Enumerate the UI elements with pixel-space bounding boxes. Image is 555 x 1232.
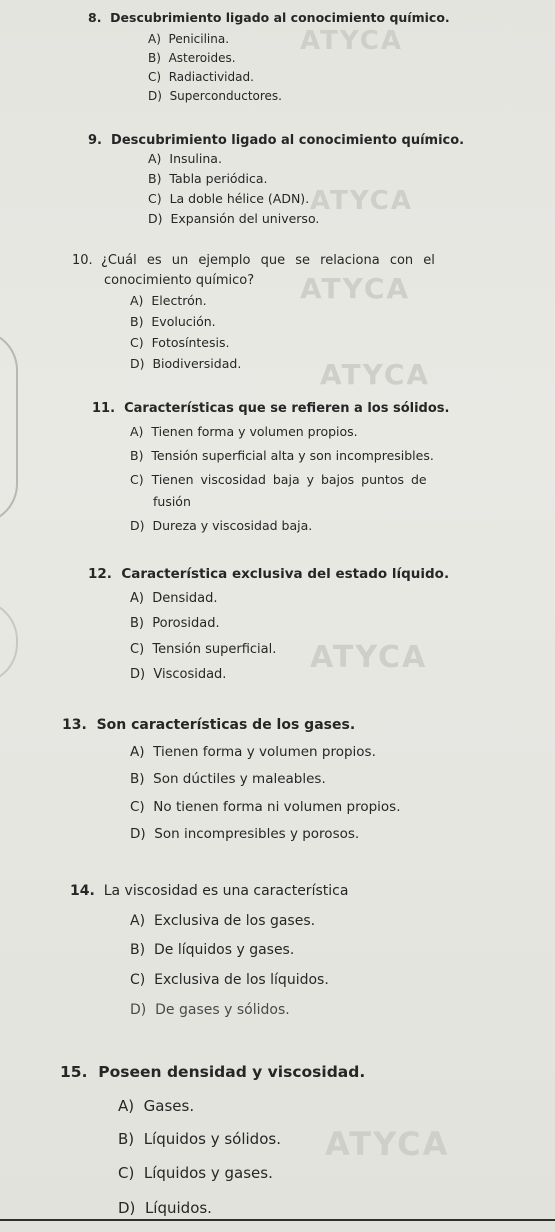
option-text: Líquidos. xyxy=(144,1199,212,1217)
option-letter: B) xyxy=(148,51,161,65)
option-text: Porosidad. xyxy=(152,616,220,631)
option-b[interactable] xyxy=(118,1130,281,1148)
page-bottom-line xyxy=(0,1219,555,1221)
question-title xyxy=(60,1063,365,1081)
option-letter: D) xyxy=(130,1002,147,1018)
option-b[interactable] xyxy=(148,171,267,186)
option-text: La doble hélice (ADN). xyxy=(169,191,310,206)
option-letter: A) xyxy=(148,32,161,46)
option-letter: B) xyxy=(130,448,144,463)
option-c[interactable] xyxy=(130,972,329,988)
option-letter: A) xyxy=(130,744,145,760)
option-d[interactable] xyxy=(130,667,226,682)
question-text: Descubrimiento ligado al conocimiento químico. xyxy=(111,133,465,148)
option-text: Asteroides. xyxy=(168,51,236,65)
question-text: Características que se refieren a los sólidos. xyxy=(124,401,450,416)
option-text: Tensión superficial. xyxy=(152,642,277,657)
option-letter: A) xyxy=(130,293,144,308)
option-text: Tienen forma y volumen propios. xyxy=(151,424,358,439)
question-text: La viscosidad es una característica xyxy=(103,883,349,899)
option-text: Superconductores. xyxy=(169,89,282,103)
option-letter: A) xyxy=(130,424,144,439)
question-text: conocimiento químico? xyxy=(104,273,255,288)
question-number: 8. xyxy=(88,10,102,25)
watermark: ATYCA xyxy=(320,358,431,391)
option-letter: C) xyxy=(130,642,145,657)
option-letter: A) xyxy=(130,913,146,929)
option-letter: D) xyxy=(130,826,146,842)
option-letter: C) xyxy=(118,1164,135,1182)
option-letter: B) xyxy=(118,1130,135,1148)
option-letter: A) xyxy=(118,1097,135,1115)
option-text: Son incompresibles y porosos. xyxy=(154,826,360,842)
option-text: Biodiversidad. xyxy=(152,356,242,371)
option-b[interactable] xyxy=(130,314,216,329)
option-text: No tienen forma ni volumen propios. xyxy=(153,799,401,815)
option-c-continuation xyxy=(153,494,191,509)
option-c[interactable] xyxy=(130,799,401,815)
watermark: ATYCA xyxy=(310,640,428,675)
option-text: Viscosidad. xyxy=(153,667,227,682)
option-letter: B) xyxy=(130,616,144,631)
option-text: Tienen forma y volumen propios. xyxy=(153,744,376,760)
option-letter: B) xyxy=(130,314,144,329)
option-letter: C) xyxy=(130,972,146,988)
option-letter: C) xyxy=(130,799,145,815)
option-c[interactable] xyxy=(130,642,276,657)
watermark: ATYCA xyxy=(300,272,411,305)
question-title xyxy=(62,717,355,733)
option-a[interactable] xyxy=(130,913,315,929)
option-c[interactable] xyxy=(130,472,427,487)
question-number: 9. xyxy=(88,133,102,148)
option-text: Son dúctiles y maleables. xyxy=(153,771,326,787)
option-letter: C) xyxy=(148,70,162,84)
question-number: 13. xyxy=(62,717,87,733)
option-text: Líquidos y gases. xyxy=(143,1164,273,1182)
option-d[interactable] xyxy=(130,356,241,371)
question-number: 14. xyxy=(70,883,95,899)
question-text-continuation xyxy=(104,273,254,288)
question-title xyxy=(92,401,449,416)
option-b[interactable] xyxy=(148,51,236,65)
option-d[interactable] xyxy=(118,1199,212,1217)
option-text: Gases. xyxy=(143,1097,195,1115)
option-text: Tabla periódica. xyxy=(169,171,268,186)
option-d[interactable] xyxy=(148,89,282,103)
option-text: Dureza y viscosidad baja. xyxy=(152,518,313,533)
watermark: ATYCA xyxy=(300,26,403,56)
option-letter: C) xyxy=(130,335,144,350)
option-a[interactable] xyxy=(130,744,376,760)
option-text: Penicilina. xyxy=(168,32,230,46)
option-text: Exclusiva de los gases. xyxy=(153,913,316,929)
option-b[interactable] xyxy=(130,942,294,958)
option-text: Densidad. xyxy=(152,591,218,606)
option-text: Radiactividad. xyxy=(168,70,254,84)
option-text: Evolución. xyxy=(151,314,216,329)
question-text: Poseen densidad y viscosidad. xyxy=(98,1063,366,1081)
option-b[interactable] xyxy=(130,771,326,787)
watermark: ATYCA xyxy=(310,186,413,216)
option-letter: A) xyxy=(148,151,162,166)
option-d[interactable] xyxy=(130,826,359,842)
question-number: 12. xyxy=(88,566,112,582)
question-number: 15. xyxy=(60,1063,88,1081)
option-text: Expansión del universo. xyxy=(170,211,320,226)
option-text: Electrón. xyxy=(151,293,207,308)
question-title xyxy=(72,253,435,268)
option-d[interactable] xyxy=(148,211,319,226)
option-text: Tienen viscosidad baja y bajos puntos de xyxy=(151,472,427,487)
option-letter: A) xyxy=(130,591,144,606)
left-curve-decoration xyxy=(0,600,18,684)
left-curve-decoration xyxy=(0,330,18,524)
option-a[interactable] xyxy=(118,1097,194,1115)
option-text: De líquidos y gases. xyxy=(153,942,295,958)
option-letter: C) xyxy=(148,191,162,206)
option-text: Fotosíntesis. xyxy=(151,335,230,350)
question-text: Descubrimiento ligado al conocimiento químico. xyxy=(110,10,450,25)
question-title xyxy=(70,883,348,899)
option-d[interactable] xyxy=(130,518,312,533)
option-text: Exclusiva de los líquidos. xyxy=(154,972,329,988)
option-letter: B) xyxy=(130,771,145,787)
option-text: Tensión superficial alta y son incompresibles. xyxy=(151,448,434,463)
option-letter: D) xyxy=(130,518,145,533)
option-a[interactable] xyxy=(130,293,207,308)
option-letter: D) xyxy=(130,667,146,682)
option-a[interactable] xyxy=(130,424,358,439)
option-text: Líquidos y sólidos. xyxy=(143,1130,281,1148)
option-text: De gases y sólidos. xyxy=(155,1002,290,1018)
option-letter: B) xyxy=(130,942,146,958)
option-a[interactable] xyxy=(130,591,217,606)
option-c[interactable] xyxy=(118,1164,273,1182)
question-title xyxy=(88,566,449,582)
option-letter: D) xyxy=(130,356,145,371)
option-b[interactable] xyxy=(130,616,220,631)
option-c[interactable] xyxy=(130,335,229,350)
option-letter: D) xyxy=(118,1199,136,1217)
question-text: Característica exclusiva del estado líquido. xyxy=(121,566,450,582)
option-b[interactable] xyxy=(130,448,434,463)
option-c[interactable] xyxy=(148,70,254,84)
question-number: 10. xyxy=(72,253,93,268)
option-letter: D) xyxy=(148,89,162,103)
option-text: Insulina. xyxy=(169,151,222,166)
question-text: Son características de los gases. xyxy=(96,717,356,733)
option-c[interactable] xyxy=(148,191,309,206)
watermark: ATYCA xyxy=(325,1125,450,1163)
option-letter: C) xyxy=(130,472,144,487)
option-a[interactable] xyxy=(148,32,229,46)
question-title xyxy=(88,10,450,25)
option-letter: B) xyxy=(148,171,162,186)
option-d[interactable] xyxy=(130,1002,290,1018)
option-letter: D) xyxy=(148,211,163,226)
question-number: 11. xyxy=(92,401,116,416)
question-text: ¿Cuál es un ejemplo que se relaciona con el xyxy=(100,253,435,268)
option-text: fusión xyxy=(153,494,191,509)
option-a[interactable] xyxy=(148,151,222,166)
question-title xyxy=(88,133,464,148)
